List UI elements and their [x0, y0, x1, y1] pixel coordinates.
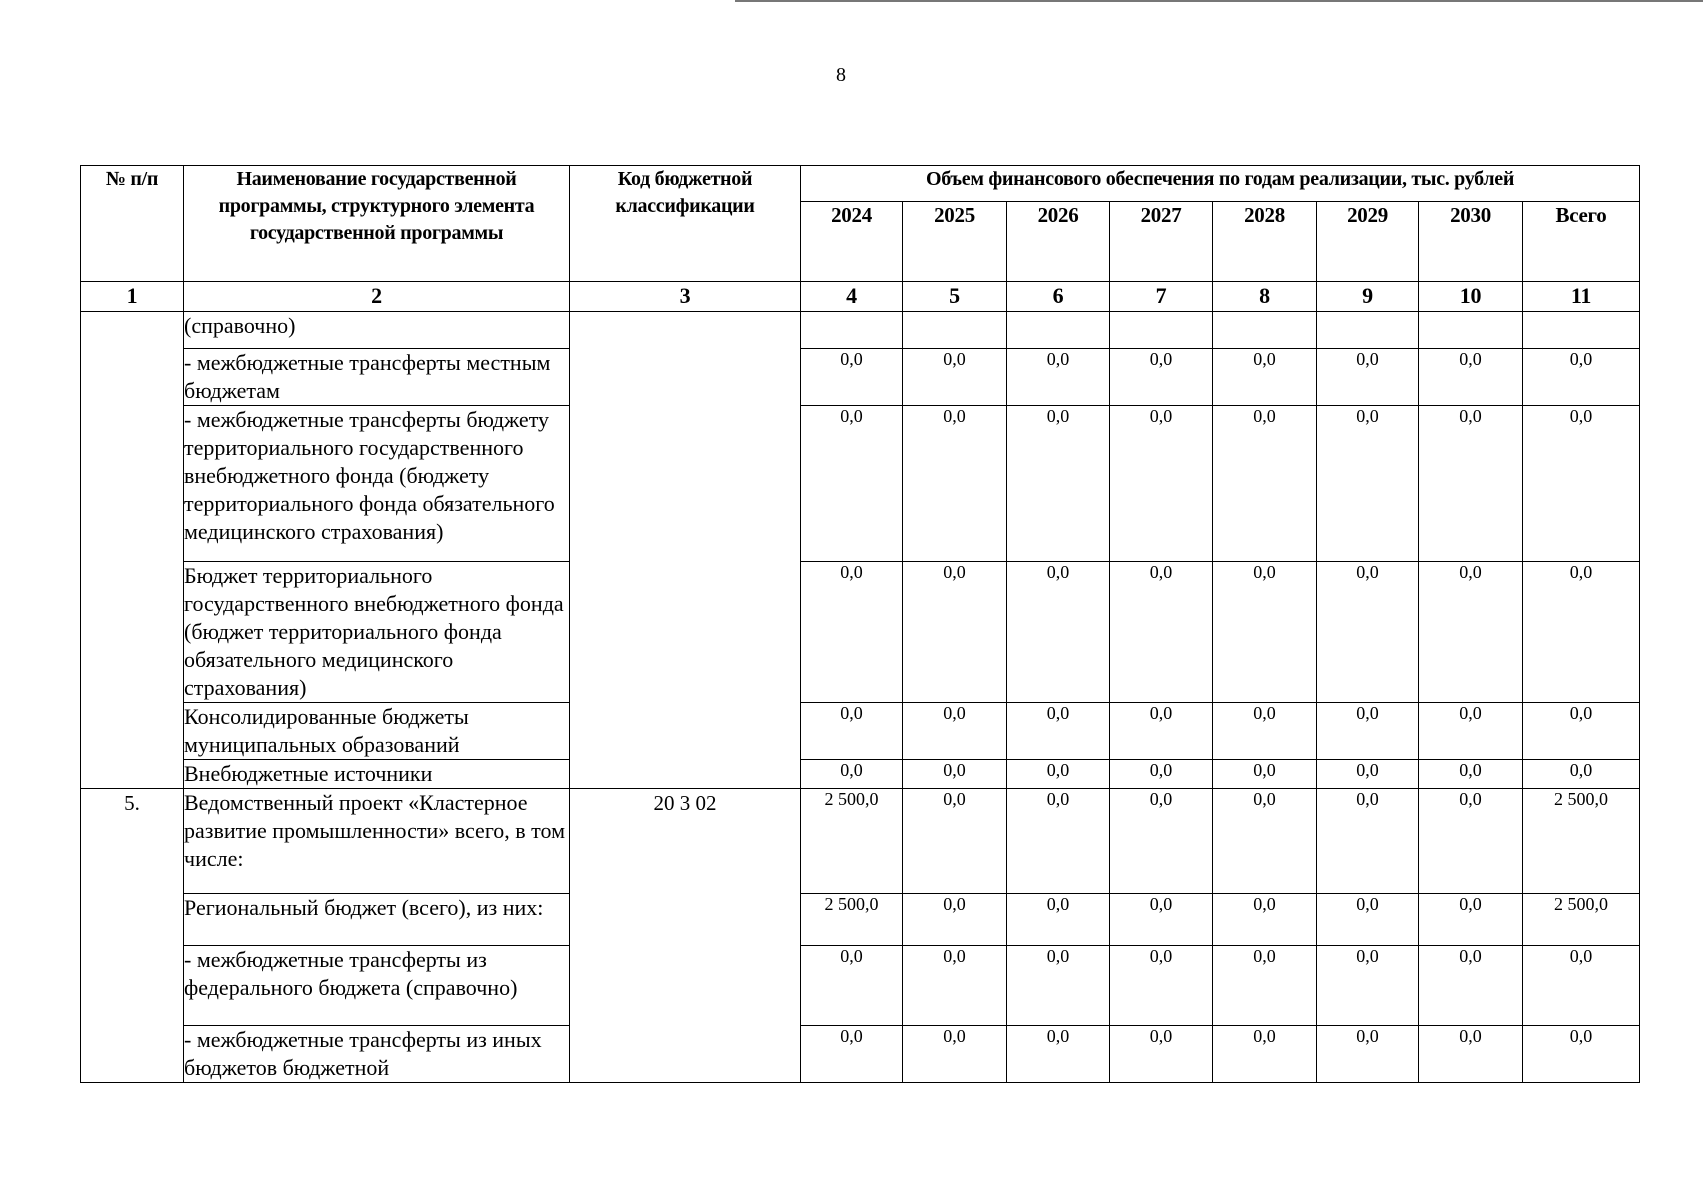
- row-value: 0,0: [903, 562, 1007, 703]
- row-value: 0,0: [1523, 562, 1640, 703]
- column-number: 4: [801, 282, 903, 312]
- row-value: 0,0: [1523, 760, 1640, 789]
- row-value: 0,0: [1317, 789, 1419, 894]
- row-name: Консолидированные бюджеты муниципальных образований: [184, 703, 570, 760]
- row-name: - межбюджетные трансферты бюджету территориального государственного внебюджетного фонда (бюджету территориального фонда обязательного медицинского страхования): [184, 406, 570, 562]
- header-year: 2029: [1317, 202, 1419, 282]
- row-value: 0,0: [1110, 703, 1213, 760]
- row-value: 0,0: [1419, 406, 1523, 562]
- row-value: 0,0: [1110, 894, 1213, 946]
- row-value: [1213, 312, 1317, 349]
- row-value: 0,0: [1317, 406, 1419, 562]
- row-value: [801, 312, 903, 349]
- row-value: 0,0: [801, 760, 903, 789]
- row-value: 0,0: [1213, 946, 1317, 1026]
- row-name: Бюджет территориального государственного внебюджетного фонда (бюджет территориального фонда обязательного медицинского страхования): [184, 562, 570, 703]
- row-value: 0,0: [1419, 1026, 1523, 1083]
- row-value: 0,0: [1110, 760, 1213, 789]
- row-value: 0,0: [1213, 349, 1317, 406]
- top-border-line: [735, 0, 1703, 2]
- row-value: 0,0: [1419, 349, 1523, 406]
- row-value: [1523, 312, 1640, 349]
- row-value: 0,0: [903, 703, 1007, 760]
- row-value: 0,0: [1523, 946, 1640, 1026]
- column-number: 8: [1213, 282, 1317, 312]
- header-year: 2024: [801, 202, 903, 282]
- column-number: 2: [184, 282, 570, 312]
- row-value: 0,0: [1110, 349, 1213, 406]
- table-header: [81, 166, 1640, 312]
- row-index: [81, 312, 184, 789]
- column-number: 9: [1317, 282, 1419, 312]
- row-value: 2 500,0: [801, 894, 903, 946]
- column-number: 10: [1419, 282, 1523, 312]
- page-number: 8: [836, 64, 846, 86]
- column-number: 11: [1523, 282, 1640, 312]
- row-value: 0,0: [903, 789, 1007, 894]
- row-value: [903, 312, 1007, 349]
- row-value: 0,0: [903, 1026, 1007, 1083]
- row-budget-code: 20 3 02: [570, 789, 801, 1083]
- row-value: 0,0: [1523, 1026, 1640, 1083]
- column-number: 1: [81, 282, 184, 312]
- row-value: [1007, 312, 1110, 349]
- row-value: 0,0: [1213, 703, 1317, 760]
- table-row: [81, 703, 1640, 760]
- row-name: - межбюджетные трансферты из иных бюджетов бюджетной: [184, 1026, 570, 1083]
- table-row: [81, 312, 1640, 349]
- row-value: 0,0: [1007, 760, 1110, 789]
- column-number: 3: [570, 282, 801, 312]
- row-value: 0,0: [1317, 760, 1419, 789]
- row-value: 0,0: [903, 894, 1007, 946]
- row-value: 2 500,0: [1523, 894, 1640, 946]
- row-value: 0,0: [1213, 562, 1317, 703]
- row-value: 0,0: [1110, 946, 1213, 1026]
- table-row: [81, 406, 1640, 562]
- row-value: 0,0: [1419, 760, 1523, 789]
- header-num: № п/п: [81, 166, 184, 282]
- table-row: [81, 1026, 1640, 1083]
- row-name: - межбюджетные трансферты из федерального бюджета (справочно): [184, 946, 570, 1026]
- row-value: 0,0: [1213, 894, 1317, 946]
- row-value: 0,0: [1007, 946, 1110, 1026]
- row-value: 2 500,0: [801, 789, 903, 894]
- row-value: 0,0: [1007, 349, 1110, 406]
- row-value: 0,0: [1317, 703, 1419, 760]
- row-value: 0,0: [903, 946, 1007, 1026]
- header-name: Наименование государственной программы, структурного элемента государственной программы: [184, 166, 570, 282]
- row-value: 0,0: [1419, 703, 1523, 760]
- row-value: 0,0: [801, 703, 903, 760]
- row-value: 0,0: [1419, 789, 1523, 894]
- header-year: Всего: [1523, 202, 1640, 282]
- row-value: 0,0: [1007, 562, 1110, 703]
- row-name: (справочно): [184, 312, 570, 349]
- row-value: 0,0: [1110, 406, 1213, 562]
- row-value: 0,0: [801, 562, 903, 703]
- row-value: 0,0: [903, 760, 1007, 789]
- row-value: 0,0: [903, 406, 1007, 562]
- column-number: 5: [903, 282, 1007, 312]
- budget-table: [80, 165, 1640, 1083]
- row-value: 0,0: [1317, 349, 1419, 406]
- row-value: 0,0: [1419, 894, 1523, 946]
- row-value: 0,0: [1317, 946, 1419, 1026]
- table-row: [81, 789, 1640, 894]
- row-value: [1110, 312, 1213, 349]
- row-value: 0,0: [1213, 789, 1317, 894]
- row-value: 0,0: [801, 406, 903, 562]
- row-value: 0,0: [1419, 946, 1523, 1026]
- row-value: 0,0: [1110, 562, 1213, 703]
- row-value: 0,0: [1523, 349, 1640, 406]
- table-row: [81, 349, 1640, 406]
- row-value: 0,0: [1213, 406, 1317, 562]
- row-value: 0,0: [801, 1026, 903, 1083]
- header-year: 2028: [1213, 202, 1317, 282]
- row-value: 0,0: [1419, 562, 1523, 703]
- table-row: [81, 562, 1640, 703]
- row-value: [1419, 312, 1523, 349]
- row-value: 2 500,0: [1523, 789, 1640, 894]
- row-value: 0,0: [1317, 1026, 1419, 1083]
- row-value: 0,0: [1007, 406, 1110, 562]
- table-body: [81, 312, 1640, 1083]
- row-value: 0,0: [801, 349, 903, 406]
- row-value: 0,0: [1213, 760, 1317, 789]
- row-value: 0,0: [1523, 406, 1640, 562]
- table-row: [81, 946, 1640, 1026]
- header-code: Код бюджетной классификации: [570, 166, 801, 282]
- row-value: 0,0: [801, 946, 903, 1026]
- row-value: 0,0: [903, 349, 1007, 406]
- row-name: Региональный бюджет (всего), из них:: [184, 894, 570, 946]
- header-year: 2030: [1419, 202, 1523, 282]
- header-year: 2027: [1110, 202, 1213, 282]
- row-value: 0,0: [1213, 1026, 1317, 1083]
- row-name: Внебюджетные источники: [184, 760, 570, 789]
- row-value: 0,0: [1007, 1026, 1110, 1083]
- row-value: 0,0: [1523, 703, 1640, 760]
- header-year: 2026: [1007, 202, 1110, 282]
- row-value: 0,0: [1007, 703, 1110, 760]
- row-name: Ведомственный проект «Кластерное развитие промышленности» всего, в том числе:: [184, 789, 570, 894]
- header-volume: Объем финансового обеспечения по годам реализации, тыс. рублей: [801, 166, 1640, 202]
- column-number: 6: [1007, 282, 1110, 312]
- row-value: [1317, 312, 1419, 349]
- table-row: [81, 894, 1640, 946]
- row-value: 0,0: [1110, 1026, 1213, 1083]
- row-value: 0,0: [1317, 894, 1419, 946]
- row-index: 5.: [81, 789, 184, 1083]
- column-number: 7: [1110, 282, 1213, 312]
- table-row: [81, 760, 1640, 789]
- row-budget-code: [570, 312, 801, 789]
- header-year: 2025: [903, 202, 1007, 282]
- row-value: 0,0: [1007, 789, 1110, 894]
- row-value: 0,0: [1007, 894, 1110, 946]
- row-value: 0,0: [1110, 789, 1213, 894]
- row-name: - межбюджетные трансферты местным бюджетам: [184, 349, 570, 406]
- row-value: 0,0: [1317, 562, 1419, 703]
